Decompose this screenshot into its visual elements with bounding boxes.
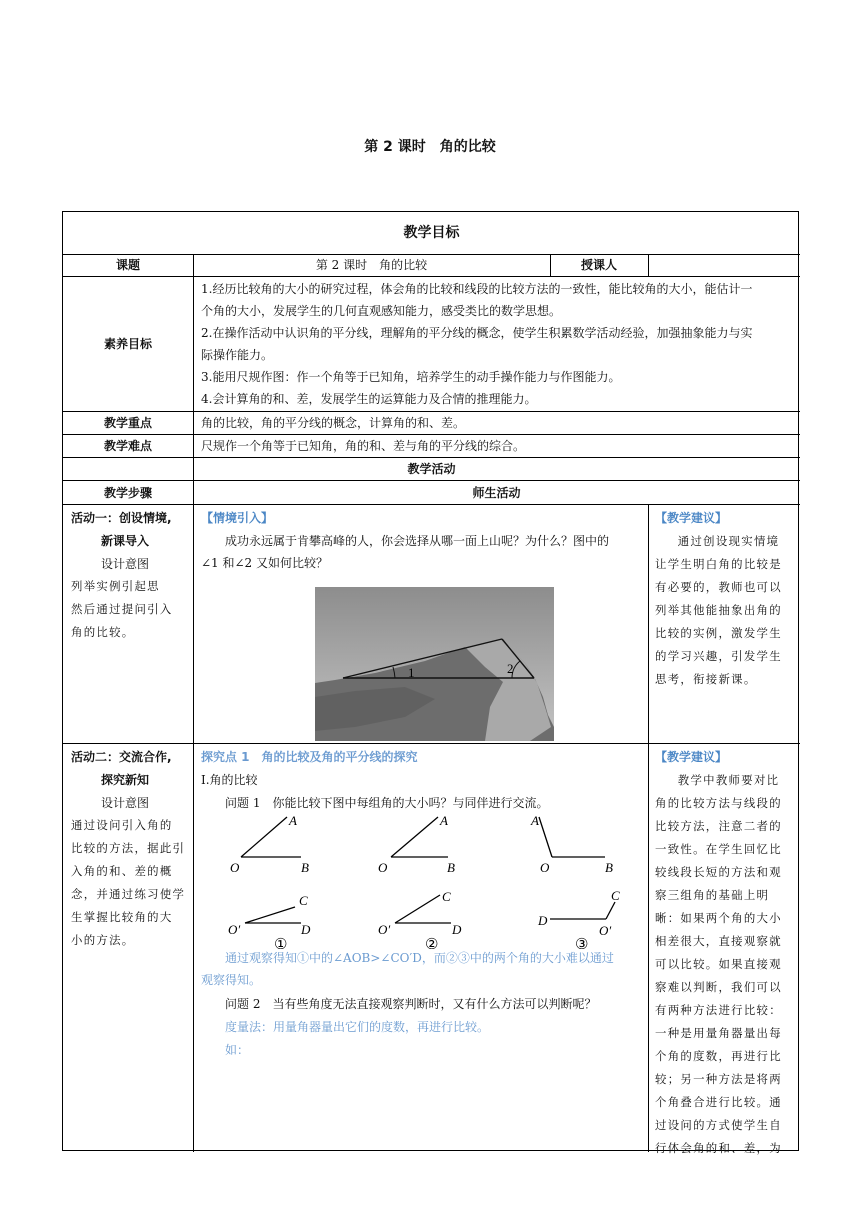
suggest-line: 个角叠合进行比较。通 [655, 1095, 782, 1109]
figure-number-2: ② [425, 937, 439, 949]
question-1: 问题 1 你能比较下图中每组角的大小吗？与同伴进行交流。 [225, 796, 549, 810]
steps-label: 教学步骤 [103, 486, 152, 500]
activity1-suggest-text [655, 530, 795, 691]
label-D: D [452, 922, 462, 937]
rule [63, 276, 800, 277]
design-line: 角的比较。 [71, 625, 135, 639]
ray-OC [395, 895, 440, 923]
suggest-line: 比较方法，注意二者的 [655, 819, 782, 833]
angle-label-1: 1 [408, 665, 415, 680]
activity2-design-text [71, 814, 193, 952]
literacy-label: 素养目标 [103, 337, 152, 351]
activity2-title: 活动二：交流合作, [71, 750, 172, 764]
ray-OA [391, 817, 438, 857]
difficulty-value: 尺规作一个角等于已知角，角的和、差与角的平分线的综合。 [201, 439, 526, 453]
rule [63, 504, 800, 505]
scenario-tag: 【情境引入】 [201, 511, 274, 525]
goal-line: 际操作能力。 [201, 348, 274, 362]
angle-comparison-figure [213, 809, 633, 949]
label-C: C [442, 889, 451, 904]
suggest-line: 过设问的方式使学生自 [655, 1118, 782, 1132]
suggest-tag: 【教学建议】 [655, 750, 728, 764]
activity2-subtitle: 探究新知 [101, 773, 150, 787]
literacy-goals [201, 278, 797, 410]
goal-line: 4.会计算角的和、差，发展学生的运算能力及合情的推理能力。 [201, 392, 537, 406]
label-O: O [230, 860, 240, 875]
activity1-design-label: 设计意图 [101, 557, 150, 571]
angle-label-2: 2 [507, 661, 514, 676]
ray-OA [539, 817, 552, 857]
difficulty-label: 教学难点 [103, 439, 152, 453]
explore-title: 探究点 1 角的比较及角的平分线的探究 [201, 750, 418, 764]
suggest-line: 较；另一种方法是将两 [655, 1072, 782, 1086]
scenario-line: ∠1 和∠2 又如何比较？ [201, 556, 329, 570]
page-title: 第 2 课时 角的比较 [364, 139, 496, 155]
suggest-line: 晰：如果两个角的大小 [655, 911, 782, 925]
section-heading: 教学目标 [403, 225, 460, 241]
suggest-line: 一致性。在学生回忆比 [655, 842, 782, 856]
design-line: 列举实例引起思 [71, 579, 160, 593]
example-label: 如： [225, 1043, 250, 1057]
label-O: O [378, 860, 388, 875]
topic-value: 第 2 课时 角的比较 [315, 258, 428, 272]
mountain-photo [315, 587, 554, 741]
activity2-suggest-text [655, 769, 795, 1160]
suggest-line: 个角的度数，再进行比 [655, 1049, 782, 1063]
suggest-line: 让学生明白角的比较是 [655, 557, 782, 571]
observation-text [201, 947, 643, 991]
suggest-line: 思考，衔接新课。 [655, 672, 757, 686]
topic-label: 课题 [115, 258, 140, 272]
suggest-line: 可以比较。如果直接观 [655, 957, 782, 971]
interaction-label: 师生活动 [472, 486, 521, 500]
suggest-line: 一种是用量角器量出每 [655, 1026, 782, 1040]
design-line: 比较的方法，据此引 [71, 841, 186, 855]
ray-OC [606, 902, 615, 919]
figure-number-3: ③ [575, 937, 589, 949]
activities-heading: 教学活动 [407, 462, 456, 476]
activity1-design-text [71, 575, 193, 644]
observation-line: 通过观察得知①中的∠AOB>∠CO′D，而②③中的两个角的大小难以通过 [225, 951, 614, 965]
suggest-line: 的学习兴趣，引发学生 [655, 649, 782, 663]
scenario-line: 成功永远属于肯攀高峰的人，你会选择从哪一面上山呢？为什么？图中的 [225, 534, 610, 548]
label-O-prime: O′ [228, 922, 241, 937]
design-line: 小的方法。 [71, 933, 135, 947]
goal-line: 个角的大小，发展学生的几何直观感知能力，感受类比的数学思想。 [201, 304, 562, 318]
suggest-line: 较线段长短的方法和观 [655, 865, 782, 879]
rule [648, 504, 649, 1152]
suggest-line: 行体会角的和、差，为 [655, 1141, 782, 1155]
label-A: A [440, 813, 448, 828]
suggest-line: 通过创设现实情境 [677, 534, 780, 548]
label-D: D [301, 922, 311, 937]
rule [648, 254, 649, 276]
goal-line: 3.能用尺规作图：作一个角等于已知角，培养学生的动手操作能力与作图能力。 [201, 370, 621, 384]
figure-number-1: ① [274, 937, 288, 949]
design-line: 然后通过提问引入 [71, 602, 173, 616]
label-A: A [289, 813, 297, 828]
label-C: C [611, 888, 620, 903]
rule [63, 480, 800, 481]
rule [63, 743, 800, 744]
suggest-tag: 【教学建议】 [655, 511, 728, 525]
key-point-value: 角的比较，角的平分线的概念，计算角的和、差。 [201, 416, 466, 430]
lesson-plan-table [62, 211, 799, 1155]
label-B: B [605, 860, 613, 875]
scenario-text [201, 530, 643, 574]
label-B: B [301, 860, 309, 875]
observation-line: 观察得知。 [201, 973, 262, 987]
key-point-label: 教学重点 [103, 416, 152, 430]
suggest-line: 列举其他能抽象出角的 [655, 603, 782, 617]
activity1-title: 活动一：创设情境, [71, 511, 172, 525]
ray-OA [241, 817, 287, 857]
suggest-line: 察三组角的基础上明 [655, 888, 770, 902]
label-O: O [540, 860, 550, 875]
label-A: A [531, 813, 539, 828]
suggest-line: 教学中教师要对比 [677, 773, 780, 787]
teacher-label: 授课人 [580, 258, 617, 272]
label-D: D [538, 913, 548, 928]
design-line: 生掌握比较角的大 [71, 910, 173, 924]
suggest-line: 相差很大，直接观察就 [655, 934, 782, 948]
question-2: 问题 2 当有些角度无法直接观察判断时，又有什么方法可以判断呢？ [225, 997, 597, 1011]
suggest-line: 角的比较方法与线段的 [655, 796, 782, 810]
label-O-prime: O′ [599, 923, 612, 938]
rule [193, 480, 194, 1152]
suggest-line: 有必要的，教师也可以 [655, 580, 782, 594]
label-C: C [299, 893, 308, 908]
goal-line: 2.在操作活动中认识角的平分线，理解角的平分线的概念，使学生积累数学活动经验，加强抽象能力与实 [201, 326, 753, 340]
label-O-prime: O′ [378, 922, 391, 937]
design-line: 念，并通过练习使学 [71, 887, 186, 901]
suggest-line: 察难以判断，我们可以 [655, 980, 782, 994]
rule [193, 254, 194, 480]
activity1-subtitle: 新课导入 [101, 534, 150, 548]
goal-line: 1.经历比较角的大小的研究过程，体会角的比较和线段的比较方法的一致性，能比较角的大小，能估计一 [201, 282, 753, 296]
suggest-line: 比较的实例，激发学生 [655, 626, 782, 640]
label-B: B [447, 860, 455, 875]
design-line: 通过设问引入角的 [71, 818, 173, 832]
design-line: 入角的和、差的概 [71, 864, 173, 878]
suggest-line: 有两种方法进行比较： [655, 1003, 782, 1017]
activity2-design-label: 设计意图 [101, 796, 150, 810]
ray-OC [245, 907, 295, 923]
sub-title: Ⅰ.角的比较 [201, 773, 258, 787]
measure-method: 度量法：用量角器量出它们的度数，再进行比较。 [225, 1020, 490, 1034]
